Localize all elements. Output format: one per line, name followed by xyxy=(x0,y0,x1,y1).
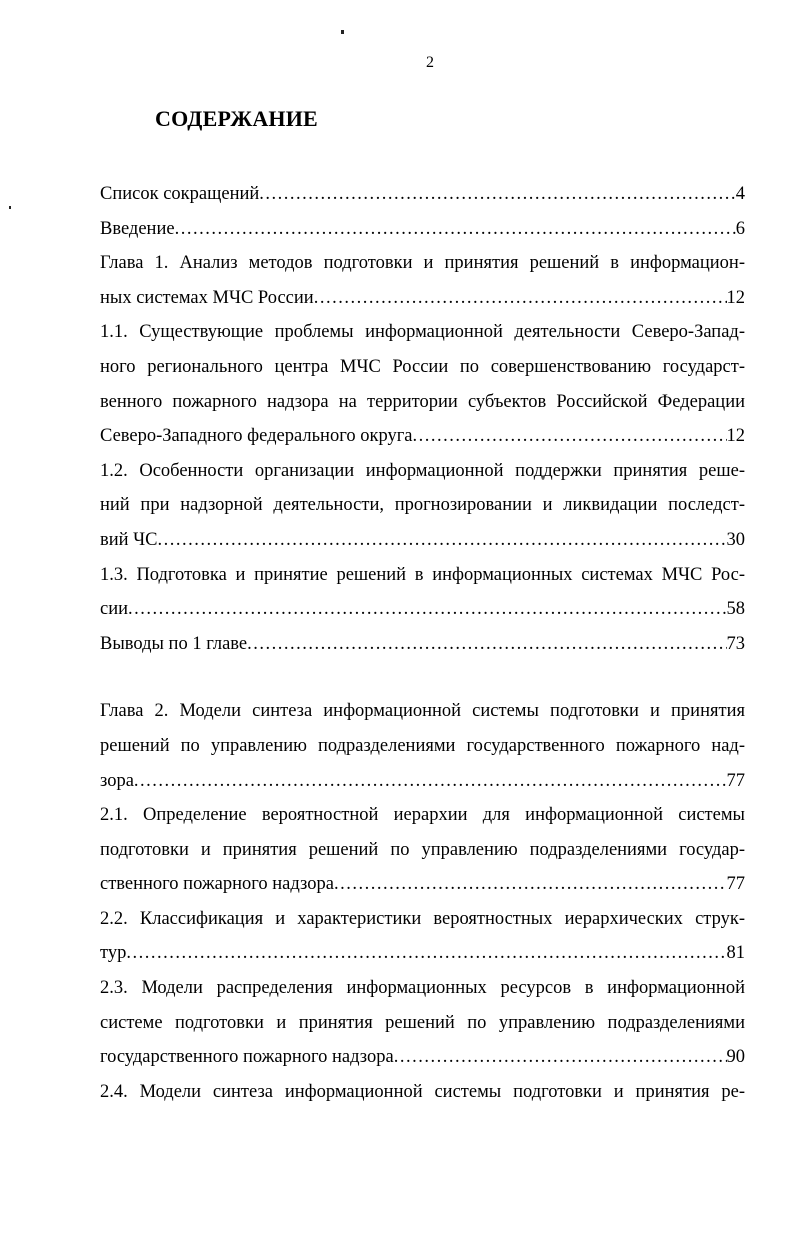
leader-dots xyxy=(128,592,726,627)
toc-page-number: 90 xyxy=(726,1047,745,1068)
toc-entry-title: зора xyxy=(100,770,134,791)
toc-entry[interactable] xyxy=(100,902,745,971)
toc-page-number: 12 xyxy=(726,287,745,308)
toc-entry-last-line xyxy=(100,523,745,558)
toc-entry-title: Введение xyxy=(100,218,175,239)
leader-dots xyxy=(394,1040,727,1075)
leader-dots xyxy=(259,177,735,212)
toc-page-number: 58 xyxy=(726,599,745,620)
toc-page-number: 12 xyxy=(726,426,745,447)
toc-entry-line: системе подготовки и принятия решений по управлению подразделениями xyxy=(100,1012,745,1033)
toc-page-number: 4 xyxy=(735,184,745,204)
toc-entry-line: 2.3. Модели распределения информационных ресурсов в информационной xyxy=(100,978,745,999)
scan-speck xyxy=(9,206,11,209)
toc-entry-line: Глава 1. Анализ методов подготовки и принятия решений в информацион- xyxy=(100,253,745,274)
toc-entry-line: 1.1. Существующие проблемы информационной деятельности Северо-Запад- xyxy=(100,322,745,343)
toc-entry-title: сии xyxy=(100,599,129,620)
leader-dots xyxy=(126,936,726,971)
toc-page-number: 73 xyxy=(726,633,745,654)
toc-page-number: 6 xyxy=(735,218,745,239)
leader-dots xyxy=(158,523,727,558)
toc-entry-last-line xyxy=(100,627,745,662)
toc-entry-line: подготовки и принятия решений по управлению подразделениями государ- xyxy=(100,839,745,860)
toc-entry-last-line xyxy=(100,867,745,902)
toc-entry[interactable] xyxy=(100,1075,745,1110)
toc-entry-line: 2.4. Модели синтеза информационной системы подготовки и принятия ре- xyxy=(100,1081,745,1102)
toc-entry[interactable] xyxy=(100,212,745,247)
toc-entry-line: 1.3. Подготовка и принятие решений в информационных системах МЧС Рос- xyxy=(100,564,745,585)
toc-entry-title: тур xyxy=(100,943,127,964)
toc-entry[interactable] xyxy=(100,454,745,558)
toc-entry[interactable] xyxy=(100,177,745,212)
leader-dots xyxy=(247,627,726,662)
toc-entry-line: 2.1. Определение вероятностной иерархии для информационной системы xyxy=(100,805,745,826)
toc-entry[interactable] xyxy=(100,315,745,453)
toc-entry-last-line xyxy=(100,936,745,971)
leader-dots xyxy=(175,212,736,247)
toc-entry-last-line xyxy=(100,177,745,212)
toc-entry-line: 1.2. Особенности организации информационной поддержки принятия реше- xyxy=(100,460,745,481)
toc-entry-last-line xyxy=(100,212,745,247)
toc-entry-title: ственного пожарного надзора xyxy=(100,874,334,895)
leader-dots xyxy=(413,419,727,454)
toc-entry-last-line xyxy=(100,764,745,799)
toc-entry[interactable] xyxy=(100,971,745,1075)
toc-entry-title: ных системах МЧС России xyxy=(100,287,314,308)
section-gap xyxy=(100,661,745,694)
scan-speck xyxy=(341,30,344,34)
toc-entry-line: ного регионального центра МЧС России по совершенствованию государст- xyxy=(100,356,745,377)
toc-entry-line: решений по управлению подразделениями государственного пожарного над- xyxy=(100,735,745,756)
toc-entry-last-line xyxy=(100,419,745,454)
toc-entry-title: Выводы по 1 главе xyxy=(100,633,248,654)
toc-page-number: 77 xyxy=(726,874,745,895)
toc-page-number: 30 xyxy=(726,529,745,550)
toc-entry[interactable] xyxy=(100,558,745,627)
toc-entry-title: государственного пожарного надзора xyxy=(100,1047,394,1068)
toc-entry-last-line xyxy=(100,1040,745,1075)
toc-entry[interactable] xyxy=(100,246,745,315)
toc-page-number: 77 xyxy=(726,770,745,791)
page-title: СОДЕРЖАНИЕ xyxy=(155,106,318,131)
toc-entry-line: Глава 2. Модели синтеза информационной системы подготовки и принятия xyxy=(100,701,745,722)
toc-entry[interactable] xyxy=(100,798,745,902)
leader-dots xyxy=(334,867,727,902)
page-number: 2 xyxy=(426,54,434,71)
toc-entry-last-line xyxy=(100,592,745,627)
toc-entry[interactable] xyxy=(100,627,745,662)
toc-entry[interactable] xyxy=(100,694,745,798)
toc-entry-title: Список сокращений xyxy=(100,184,260,204)
toc-entry-title: Северо-Западного федерального округа xyxy=(100,426,413,447)
toc-entry-last-line xyxy=(100,281,745,316)
toc-entry-line: 2.2. Классификация и характеристики вероятностных иерархических струк- xyxy=(100,908,745,929)
toc-page-number: 81 xyxy=(726,943,745,964)
toc-entry-line: венного пожарного надзора на территории субъектов Российской Федерации xyxy=(100,391,745,412)
leader-dots xyxy=(314,281,727,316)
toc-entry-title: вий ЧС xyxy=(100,529,158,550)
toc-entry-line: ний при надзорной деятельности, прогнозировании и ликвидации последст- xyxy=(100,495,745,516)
table-of-contents xyxy=(100,177,745,1109)
leader-dots xyxy=(134,764,727,799)
